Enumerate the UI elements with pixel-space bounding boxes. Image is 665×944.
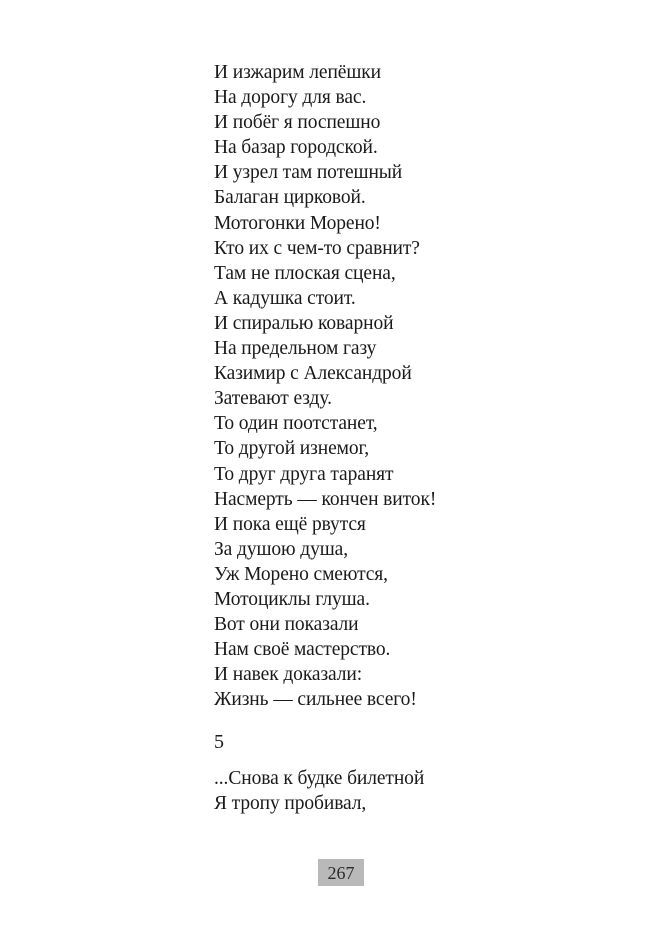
poem-line: Балаган цирковой. [214,187,366,209]
poem-stanza [214,60,534,712]
poem-line: ...Снова к будке билетной [214,768,425,789]
poem-line: А кадушка стоит. [214,287,356,309]
poem-line: И спиралью коварной [214,312,394,334]
poem-line: Насмерть — кончен виток! [214,488,437,510]
poem-line: Вот они показали [214,614,359,636]
poem-line: И побёг я поспешно [214,112,381,134]
page-number-badge [318,859,364,886]
poem-line: И узрел там потешный [214,162,403,184]
poem-continuation [214,766,534,816]
poem-line: Мотоциклы глуша. [214,588,370,610]
poem-line: Казимир с Александрой [214,363,412,385]
poem-line: На дорогу для вас. [214,87,367,109]
poem-line: Там не плоская сцена, [214,262,396,284]
section-number: 5 [214,731,224,753]
poem-line: То другой изнемог, [214,438,369,460]
poem-line: Уж Морено смеются, [214,563,388,585]
poem-line: И изжарим лепёшки [214,62,381,83]
poem-line: Кто их с чем-то сравнит? [214,237,420,259]
poem-line: На базар городской. [214,137,378,159]
poem-line: Нам своё мастерство. [214,639,391,661]
poem-line: И навек доказали: [214,664,363,686]
poem-line: На предельном газу [214,338,377,360]
poem-line: Я тропу пробивал, [214,793,367,815]
poem-line: Затевают езду. [214,388,332,410]
poem-line: И пока ещё рвутся [214,513,366,535]
page-number: 267 [327,862,355,883]
poem-line: То один поотстанет, [214,413,378,435]
poem-line: Жизнь — сильнее всего! [214,689,417,711]
poem-line: То друг друга таранят [214,463,394,485]
poem-line: За душою душа, [214,538,348,560]
poem-line: Мотогонки Морено! [214,212,381,234]
